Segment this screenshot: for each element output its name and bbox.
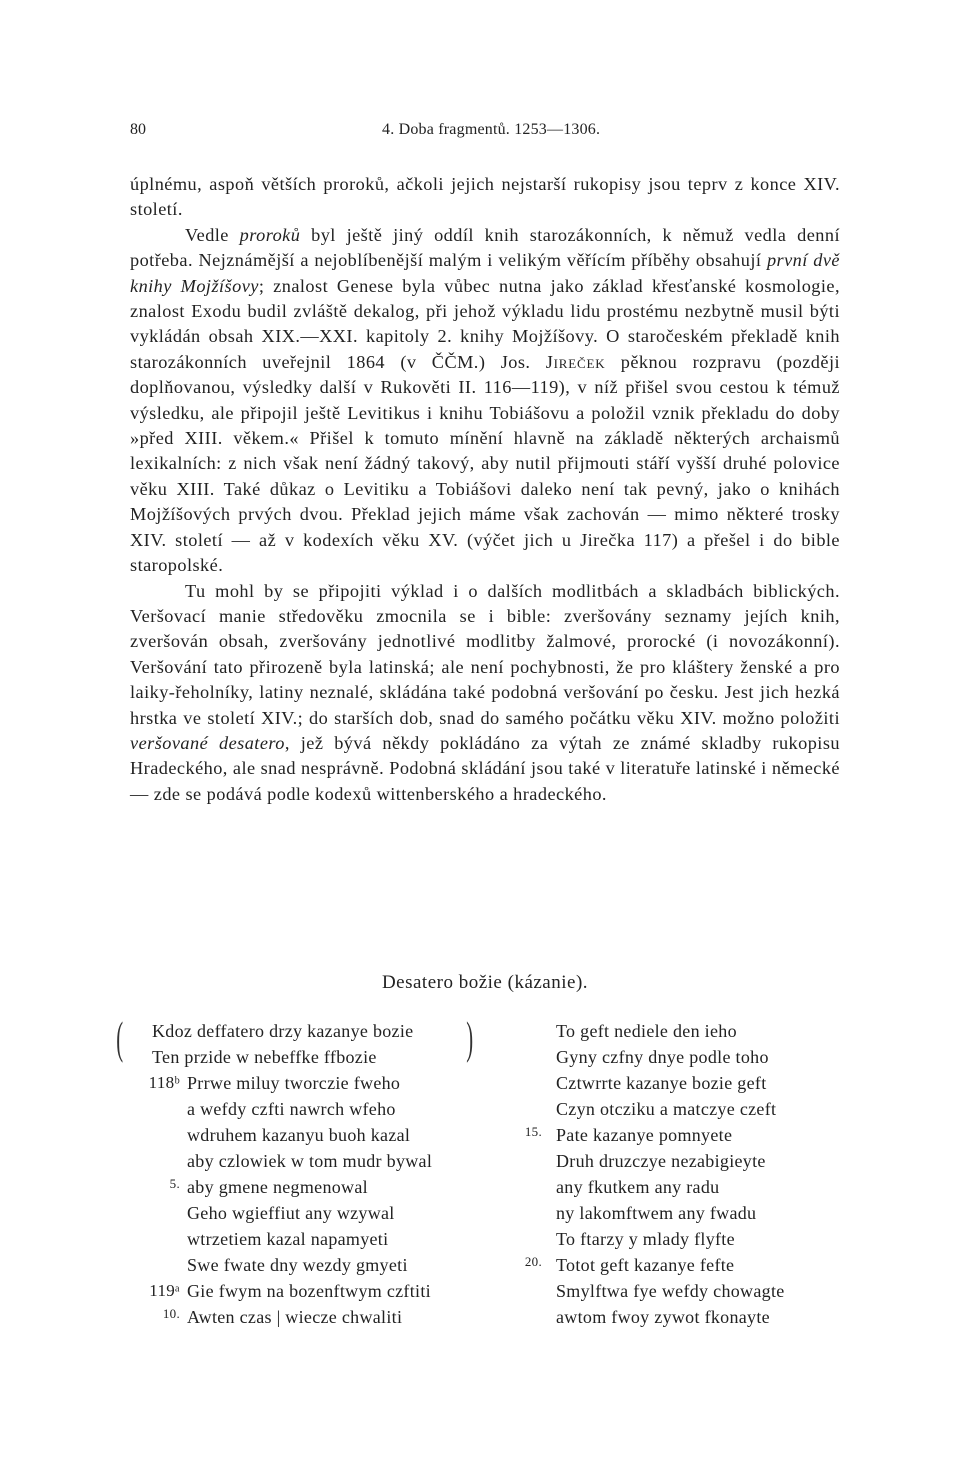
chapter-title: 4. Doba fragmentů. 1253—1306. bbox=[382, 121, 601, 138]
verse-line bbox=[122, 1122, 502, 1148]
verse-line bbox=[520, 1070, 850, 1096]
verse-text: Geho wgieffiut any wzywal bbox=[187, 1203, 395, 1223]
p2-text-b: byl ještě jiný oddíl knih starozákonních, k němuž vedla denní potřeba. Nejznámější a nejoblíbenější malým i velikým věřícím příběhy obsahují bbox=[130, 224, 840, 271]
verse-number: 5. bbox=[169, 1176, 180, 1191]
p2-italic-knihy: první dvě knihy Mojžíšovy bbox=[130, 250, 841, 296]
paragraph-1-text: úplnému, aspoň větších proroků, ačkoli jejich nejstarší rukopisy jsou teprv z konce XIV. století. bbox=[130, 174, 840, 220]
verse-line bbox=[520, 1174, 850, 1200]
section-heading: Desatero božie (kázanie). bbox=[381, 972, 589, 993]
verse-text: any fkutkem any radu bbox=[556, 1177, 720, 1197]
verse-text: Kdoz deffatero drzy kazanye bozie bbox=[152, 1021, 414, 1041]
poem-right-column bbox=[520, 1018, 850, 1330]
verse-line bbox=[520, 1018, 850, 1044]
verse-text: Swe fwate dny wezdy gmyeti bbox=[187, 1255, 408, 1275]
p2-text-c: ; znalost Genese byla vůbec nutna jako základ křesťanské kosmologie, znalost Exodu budil zvláště dekalog, při jehož výkladu lidu prostému nezbytně musil býti vykládán obsah XIX.—XXI. kapitoly 2. knihy Mojžíšovy. O staročeském překladě knih starozákonních uveřejnil 1864 (v ČČM.) Jos. bbox=[130, 275, 840, 372]
verse-line bbox=[122, 1252, 502, 1278]
verse-text: aby czlowiek w tom mudr bywal bbox=[187, 1151, 433, 1171]
verse-text: wtrzetiem kazal napamyeti bbox=[187, 1229, 389, 1249]
verse-number: 20. bbox=[524, 1254, 542, 1269]
poem-left-column bbox=[122, 1018, 502, 1330]
p3-italic-desatero: veršované desatero bbox=[130, 732, 285, 753]
verse-line bbox=[520, 1252, 850, 1278]
page-number: 80 bbox=[130, 121, 146, 138]
verse-line bbox=[122, 1174, 502, 1200]
verse-line bbox=[122, 1200, 502, 1226]
verse-line bbox=[520, 1096, 850, 1122]
verse-line bbox=[520, 1200, 850, 1226]
verse-number: 15. bbox=[524, 1124, 542, 1139]
p2-text-a: Vedle bbox=[185, 224, 240, 245]
verse-text: Awten czas | wiecze chwaliti bbox=[187, 1307, 403, 1327]
paragraph-2 bbox=[130, 223, 840, 579]
verse-line bbox=[122, 1070, 502, 1096]
verse-line bbox=[520, 1148, 850, 1174]
verse-text: Czyn otcziku a matczye czeft bbox=[556, 1099, 777, 1119]
verse-text: a wefdy czfti nawrch wfeho bbox=[187, 1099, 396, 1119]
running-head bbox=[130, 121, 840, 145]
verse-text: Totot geft kazanye fefte bbox=[556, 1255, 735, 1275]
verse-text: Prrwe miluy tworczie fweho bbox=[187, 1073, 401, 1093]
verse-marker: 118ᵇ bbox=[148, 1073, 180, 1092]
verse-line bbox=[520, 1044, 850, 1070]
body-text bbox=[130, 172, 840, 807]
p3-text-a: Tu mohl by se připojiti výklad i o dalších modlitbách a skladbách biblických. Veršovací manie středověku zmocnila se i bible: zveršovány seznamy jejích knih, zveršován obsah, zveršovány jednotlivé modlitby žalmové, prorocké (i novozákonní). Veršování tato přirozeně byla latinská; ale není pochybnosti, že pro kláštery ženské a pro laiky-řeholníky, latiny neznalé, skládána také podobná veršování po česku. Jest jich hezká hrstka ve století XIV.; do starších dob, snad do samého počátku věku XIV. možno položiti bbox=[130, 580, 840, 728]
p2-smallcaps-author: Jireček bbox=[545, 351, 606, 372]
verse-text: aby gmene negmenowal bbox=[187, 1177, 368, 1197]
left-brace: ( bbox=[116, 1012, 124, 1063]
verse-text: To geft nediele den ieho bbox=[556, 1021, 737, 1041]
folio-marker: 119ᵃ bbox=[149, 1281, 180, 1300]
verse-text: awtom fwoy zywot fkonayte bbox=[556, 1307, 770, 1327]
p2-text-d: pěknou rozpravu (později doplňovanou, výsledky další v Rukověti II. 116—119), v níž přišel svou cestou k témuž výsledku, ale připojil ještě Levitikus i knihu Tobiášovu a položil vznik překladu do doby »před XIII. věkem.« Přišel k tomuto mínění hlavně na základě některých archaismů lexikalních: z nich však není žádný takový, aby nutil přijmouti stáří vyšší druhé polovice věku XIII. Také důkaz o Levitiku a Tobiášovi daleko není tak pevný, jako o knihách Mojžíšových prvých dvou. Překlad jejich máme však zachován — mimo některé trosky XIV. století — až v kodexích věku XV. (výčet jich u Jirečka 117) a přešel i do bible staropolské. bbox=[130, 351, 840, 576]
verse-line bbox=[520, 1122, 850, 1148]
verse-text: Cztwrrte kazanye bozie geft bbox=[556, 1073, 767, 1093]
verse-text: ny lakomftwem any fwadu bbox=[556, 1203, 757, 1223]
verse-text: wdruhem kazanyu buoh kazal bbox=[187, 1125, 411, 1145]
verse-line bbox=[520, 1226, 850, 1252]
verse-text: Smylftwa fye wefdy chowagte bbox=[556, 1281, 785, 1301]
p2-italic-proroku: proroků bbox=[239, 224, 301, 245]
verse-number: 10. bbox=[162, 1306, 180, 1321]
verse-line bbox=[122, 1096, 502, 1122]
verse-text: Gie fwym na bozenftwym czftiti bbox=[187, 1281, 431, 1301]
paragraph-1 bbox=[130, 172, 840, 223]
verse-line bbox=[122, 1018, 502, 1044]
verse-text: Gyny czfny dnye podle toho bbox=[556, 1047, 769, 1067]
verse-text: To ftarzy y mlady flyfte bbox=[556, 1229, 735, 1249]
verse-line bbox=[520, 1304, 850, 1330]
verse-text: Pate kazanye pomnyete bbox=[556, 1125, 733, 1145]
right-brace: ) bbox=[466, 1012, 474, 1063]
p3-text-b: , jež bývá někdy pokládáno za výtah ze známé skladby rukopisu Hradeckého, ale snad nesprávně. Podobná skládání jsou také v literatuře latinské i německé — zde se podává podle kodexů wittenberského a hradeckého. bbox=[130, 732, 840, 804]
verse-text: Druh druzczye nezabigieyte bbox=[556, 1151, 766, 1171]
paragraph-3 bbox=[130, 579, 840, 808]
verse-line bbox=[122, 1044, 502, 1070]
verse-line bbox=[122, 1226, 502, 1252]
verse-line bbox=[122, 1304, 502, 1330]
verse-line bbox=[520, 1278, 850, 1304]
verse-text: Ten przide w nebeffke ffbozie bbox=[152, 1047, 377, 1067]
